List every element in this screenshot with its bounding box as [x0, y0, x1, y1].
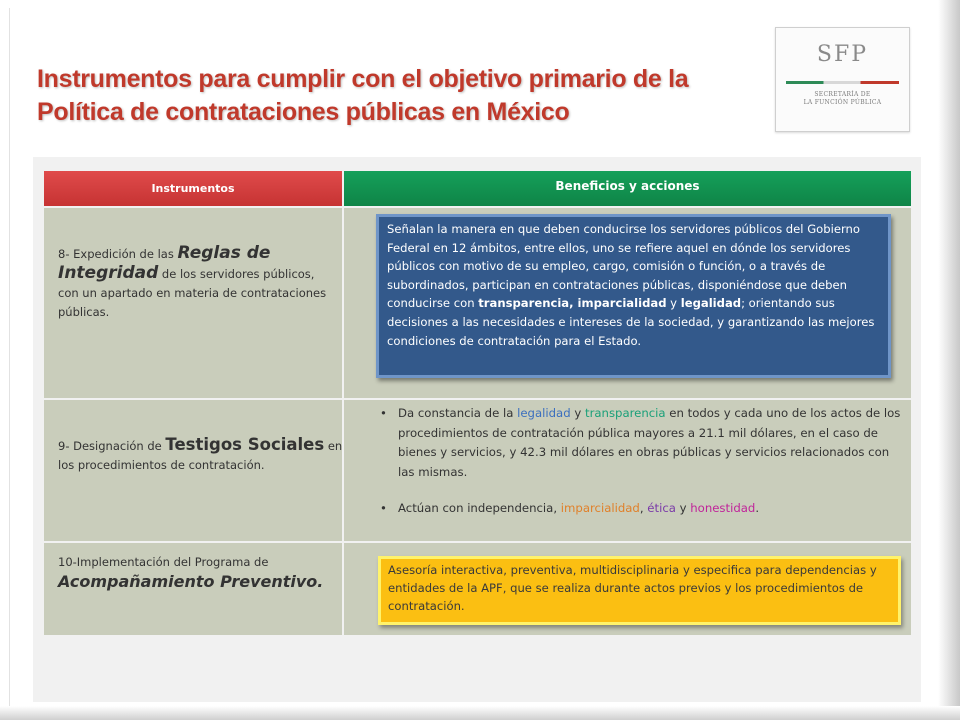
row3-instrument-emph: Acompañamiento Preventivo. — [58, 572, 324, 591]
integrity-rules-box — [376, 214, 891, 378]
slide-bottom-shadow — [0, 706, 960, 720]
header-instrumentos: Instrumentos — [44, 171, 342, 206]
preventive-program-box: Asesoría interactiva, preventiva, multidisciplinaria y especifica para dependencias y entidades de la APF, que se realiza durante actos previos y los procedimientos de contratación. — [378, 556, 901, 625]
row1-instrument-post: de los servidores públicos, con un apartado en materia de contrataciones públicas. — [58, 267, 327, 319]
bullet1-transparencia: transparencia — [584, 406, 666, 420]
bullet1-text-b: y — [570, 406, 585, 420]
row2-instrument-emph: Testigos Sociales — [165, 435, 325, 454]
header-beneficios: Beneficios y acciones — [344, 171, 911, 206]
row2-instrument-pre: 9- Designación de — [58, 439, 166, 453]
row2-instrument-post: en los procedimientos de contratación. — [58, 439, 343, 472]
sfp-logo-subtitle-1: SECRETARÍA DE — [814, 91, 871, 98]
bullet2-honestidad: honestidad — [690, 501, 756, 515]
bullet2-text-c: y — [675, 501, 691, 515]
bullet1-text-a: Da constancia de la — [398, 406, 518, 420]
bullet2-imparcialidad: imparcialidad — [560, 501, 640, 515]
integrity-text-2: y — [666, 296, 681, 311]
row1-instrument-pre: 8- Expedición de las — [58, 247, 178, 261]
bullet-item — [378, 404, 908, 482]
bullet2-text-d: . — [755, 501, 760, 515]
sfp-logo-subtitle-2: LA FUNCIÓN PÚBLICA — [803, 99, 882, 106]
bullet1-text-c: en todos y cada uno de los actos de los procedimientos de contratación pública mayores a 21.1 mil dólares, en el caso de bienes y servicios, y 42.3 mil dólares en obras públicas y servicios relacionados con las mismas. — [398, 406, 901, 479]
row1-instrument-cell — [44, 208, 342, 398]
integrity-text-3: ; orientando sus decisiones a las necesidades e intereses de la sociedad, y garantizando las mejores condiciones de contratación para el Estado. — [387, 296, 875, 348]
bullet-item — [378, 499, 908, 519]
slide-title — [37, 63, 737, 129]
bullet-dot-icon: • — [380, 501, 387, 515]
row2-instrument-cell — [44, 400, 342, 541]
integrity-text-bold-2: legalidad — [680, 296, 742, 311]
sfp-logo — [775, 27, 910, 132]
row2-instrument-text — [58, 435, 343, 475]
social-witness-bullets — [378, 404, 908, 519]
row3-instrument-pre: 10-Implementación del Programa de — [58, 555, 269, 569]
slide-edge-line — [9, 8, 10, 708]
bullet-dot-icon: • — [380, 406, 387, 420]
sfp-logo-letters: SFP — [816, 42, 869, 67]
slide-title-line2: Política de contrataciones públicas en México — [37, 98, 570, 126]
sfp-logo-band — [786, 81, 899, 84]
bullet2-text-b: , — [639, 501, 648, 515]
row3-instrument-text — [58, 553, 343, 591]
row3-instrument-cell — [44, 543, 342, 635]
bullet2-text-a: Actúan con independencia, — [398, 501, 561, 515]
integrity-text-bold-1: transparencia, imparcialidad — [478, 296, 667, 311]
bullet2-etica: ética — [647, 501, 676, 515]
slide-right-shadow — [938, 0, 960, 720]
row1-instrument-emph: Reglas de Integridad — [58, 243, 271, 283]
bullet1-legalidad: legalidad — [517, 406, 571, 420]
integrity-text-1: Señalan la manera en que deben conducirse los servidores públicos del Gobierno Federal en 12 ámbitos, entre ellos, uno se refiere aquel en dónde los servidores públicos con motivo de su empleo, cargo, comisión o función, o a través de subordinados, participan en contrataciones públicas, disponiéndose que deben conducirse con — [387, 222, 860, 311]
row1-instrument-text — [58, 244, 338, 322]
slide-title-line1: Instrumentos para cumplir con el objetivo primario de la — [37, 65, 689, 93]
